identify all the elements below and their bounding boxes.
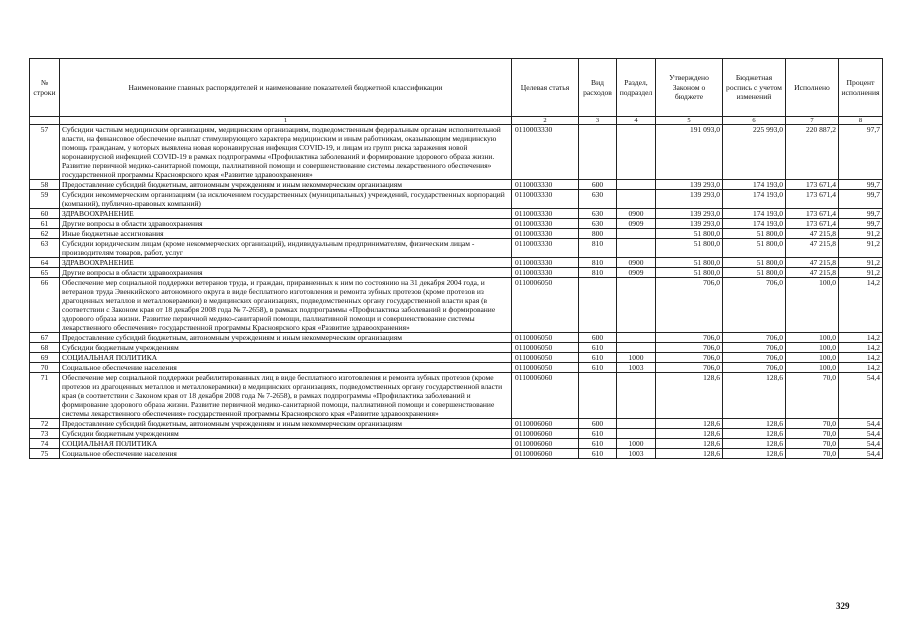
approved-amount-cell: 139 293,0 (656, 209, 723, 219)
col-percent-header: Процент исполнения (839, 59, 883, 117)
approved-amount-cell: 51 800,0 (656, 258, 723, 268)
column-number: 5 (656, 117, 723, 125)
col-budget-schedule-header: Бюджетная роспись с учетом изменений (723, 59, 786, 117)
expense-kind-cell: 810 (579, 258, 617, 268)
table-row (30, 268, 883, 278)
executed-amount-cell: 70,0 (786, 429, 839, 439)
section-cell: 0900 (617, 209, 656, 219)
budget-amount-cell: 51 800,0 (723, 268, 786, 278)
row-number-cell: 72 (30, 419, 60, 429)
target-article-cell: 0110006060 (512, 419, 579, 429)
row-name-cell: СОЦИАЛЬНАЯ ПОЛИТИКА (60, 439, 512, 449)
col-approved-header: Утверждено Законом о бюджете (656, 59, 723, 117)
section-cell (617, 429, 656, 439)
row-number-cell: 63 (30, 239, 60, 258)
column-number: 1 (60, 117, 512, 125)
row-name-cell: Другие вопросы в области здравоохранения (60, 219, 512, 229)
budget-amount-cell: 706,0 (723, 343, 786, 353)
table-row (30, 278, 883, 333)
executed-amount-cell: 100,0 (786, 363, 839, 373)
target-article-cell: 0110003330 (512, 219, 579, 229)
target-article-cell: 0110006050 (512, 278, 579, 333)
section-cell: 1000 (617, 353, 656, 363)
approved-amount-cell: 139 293,0 (656, 219, 723, 229)
executed-amount-cell: 100,0 (786, 343, 839, 353)
budget-amount-cell: 225 993,0 (723, 125, 786, 180)
column-number (30, 117, 60, 125)
section-cell (617, 343, 656, 353)
section-cell (617, 278, 656, 333)
table-row (30, 373, 883, 419)
expense-kind-cell: 610 (579, 353, 617, 363)
budget-amount-cell: 128,6 (723, 439, 786, 449)
approved-amount-cell: 706,0 (656, 333, 723, 343)
column-number: 8 (839, 117, 883, 125)
target-article-cell: 0110003330 (512, 268, 579, 278)
row-number-cell: 69 (30, 353, 60, 363)
section-cell (617, 333, 656, 343)
expense-kind-cell: 600 (579, 419, 617, 429)
executed-amount-cell: 47 215,8 (786, 229, 839, 239)
executed-amount-cell: 47 215,8 (786, 258, 839, 268)
target-article-cell: 0110006050 (512, 333, 579, 343)
budget-amount-cell: 128,6 (723, 429, 786, 439)
executed-amount-cell: 173 671,4 (786, 209, 839, 219)
row-name-cell: Социальное обеспечение населения (60, 449, 512, 459)
section-cell (617, 125, 656, 180)
approved-amount-cell: 128,6 (656, 439, 723, 449)
executed-amount-cell: 47 215,8 (786, 239, 839, 258)
approved-amount-cell: 51 800,0 (656, 239, 723, 258)
row-name-cell: Обеспечение мер социальной поддержки реабилитированных лиц в виде бесплатного изготовления и ремонта зубных протезов (кроме протезов из драгоценных металлов и металлокерамики) в медицинских организациях, подведомственных органу государственной власти края (в соответствии с Законом края от 18 декабря 2008 года № 7-2658), в рамках подпрограммы «Профилактика заболеваний и формирование здорового образа жизни. Развитие первичной медико-санитарной помощи, паллиативной помощи и совершенствование системы лекарственного обеспечения» государственной программы Красноярского края «Развитие здравоохранения» (60, 373, 512, 419)
percent-cell: 99,7 (839, 209, 883, 219)
row-number-cell: 67 (30, 333, 60, 343)
table-row (30, 353, 883, 363)
target-article-cell: 0110006060 (512, 429, 579, 439)
budget-amount-cell: 174 193,0 (723, 209, 786, 219)
row-name-cell: Субсидии частным медицинским организациям, медицинским организациям, подведомственным федеральным органам исполнительной власти, на финансовое обеспечение выплат стимулирующего характера медицинским и иным работникам, оказывающим медицинскую помощь гражданам, у которых выявлена новая коронавирусная инфекция COVID-19, и лицам из групп риска заражения новой коронавирусной инфекцией COVID-19 в рамках подпрограммы «Профилактика заболеваний и формирование здорового образа жизни. Развитие первичной медико-санитарной помощи, паллиативной помощи и совершенствование системы лекарственного обеспечения» государственной программы Красноярского края «Развитие здравоохранения» (60, 125, 512, 180)
col-target-article-header: Целевая статья (512, 59, 579, 117)
row-name-cell: Обеспечение мер социальной поддержки ветеранов труда, и граждан, приравненных к ним по состоянию на 31 декабря 2004 года, и ветеранов труда Эвенкийского автономного округа в виде бесплатного изготовления и ремонта зубных протезов (кроме протезов из драгоценных металлов и металлокерамики) в медицинских организациях, подведомственных органу государственной власти края (в соответствии с Законом края от 18 декабря 2008 года № 7-2658), в рамках подпрограммы «Профилактика заболеваний и формирование здорового образа жизни. Развитие первичной медико-санитарной помощи, паллиативной помощи и совершенствование системы лекарственного обеспечения» государственной программы Красноярского края «Развитие здравоохранения» (60, 278, 512, 333)
row-number-cell: 58 (30, 180, 60, 190)
executed-amount-cell: 100,0 (786, 278, 839, 333)
expense-kind-cell: 810 (579, 268, 617, 278)
table-row (30, 229, 883, 239)
table-row (30, 125, 883, 180)
percent-cell: 99,7 (839, 219, 883, 229)
column-number: 7 (786, 117, 839, 125)
executed-amount-cell: 100,0 (786, 353, 839, 363)
row-number-cell: 73 (30, 429, 60, 439)
expense-kind-cell: 810 (579, 239, 617, 258)
expense-kind-cell: 600 (579, 180, 617, 190)
approved-amount-cell: 128,6 (656, 373, 723, 419)
expense-kind-cell: 610 (579, 439, 617, 449)
target-article-cell: 0110006050 (512, 363, 579, 373)
row-name-cell: Другие вопросы в области здравоохранения (60, 268, 512, 278)
row-number-cell: 70 (30, 363, 60, 373)
expense-kind-cell: 630 (579, 219, 617, 229)
approved-amount-cell: 706,0 (656, 363, 723, 373)
row-name-cell: Предоставление субсидий бюджетным, автономным учреждениям и иным некоммерческим организациям (60, 419, 512, 429)
table-row (30, 449, 883, 459)
budget-amount-cell: 706,0 (723, 333, 786, 343)
executed-amount-cell: 70,0 (786, 439, 839, 449)
row-name-cell: Социальное обеспечение населения (60, 363, 512, 373)
row-number-cell: 61 (30, 219, 60, 229)
table-row (30, 239, 883, 258)
col-executed-header: Исполнено (786, 59, 839, 117)
section-cell: 1003 (617, 449, 656, 459)
table-body (30, 125, 883, 459)
section-cell: 0900 (617, 258, 656, 268)
column-number: 6 (723, 117, 786, 125)
percent-cell: 91,2 (839, 229, 883, 239)
target-article-cell: 0110003330 (512, 209, 579, 219)
target-article-cell: 0110003330 (512, 180, 579, 190)
section-cell (617, 180, 656, 190)
executed-amount-cell: 70,0 (786, 449, 839, 459)
target-article-cell: 0110006050 (512, 353, 579, 363)
section-cell (617, 419, 656, 429)
row-name-cell: ЗДРАВООХРАНЕНИЕ (60, 258, 512, 268)
executed-amount-cell: 100,0 (786, 333, 839, 343)
row-name-cell: Субсидии бюджетным учреждениям (60, 429, 512, 439)
target-article-cell: 0110003330 (512, 239, 579, 258)
expense-kind-cell: 610 (579, 363, 617, 373)
approved-amount-cell: 706,0 (656, 278, 723, 333)
col-section-header: Раздел, подраздел (617, 59, 656, 117)
budget-amount-cell: 174 193,0 (723, 219, 786, 229)
executed-amount-cell: 173 671,4 (786, 219, 839, 229)
row-number-cell: 65 (30, 268, 60, 278)
page-number: 329 (836, 601, 850, 611)
budget-table (29, 58, 883, 459)
approved-amount-cell: 706,0 (656, 353, 723, 363)
table-header-row (30, 59, 883, 117)
column-number: 3 (579, 117, 617, 125)
row-name-cell: Иные бюджетные ассигнования (60, 229, 512, 239)
section-cell (617, 373, 656, 419)
budget-amount-cell: 174 193,0 (723, 180, 786, 190)
col-row-number-header: № строки (30, 59, 60, 117)
expense-kind-cell (579, 125, 617, 180)
expense-kind-cell: 610 (579, 343, 617, 353)
table-row (30, 429, 883, 439)
expense-kind-cell: 630 (579, 209, 617, 219)
row-name-cell: Предоставление субсидий бюджетным, автономным учреждениям и иным некоммерческим организациям (60, 333, 512, 343)
percent-cell: 14,2 (839, 343, 883, 353)
column-number: 2 (512, 117, 579, 125)
target-article-cell: 0110006060 (512, 449, 579, 459)
section-cell: 1003 (617, 363, 656, 373)
budget-amount-cell: 128,6 (723, 449, 786, 459)
row-name-cell: СОЦИАЛЬНАЯ ПОЛИТИКА (60, 353, 512, 363)
target-article-cell: 0110006050 (512, 343, 579, 353)
executed-amount-cell: 173 671,4 (786, 180, 839, 190)
approved-amount-cell: 128,6 (656, 429, 723, 439)
col-name-header: Наименование главных распорядителей и наименование показателей бюджетной классификации (60, 59, 512, 117)
approved-amount-cell: 128,6 (656, 419, 723, 429)
expense-kind-cell (579, 278, 617, 333)
section-cell: 0909 (617, 219, 656, 229)
target-article-cell: 0110006060 (512, 439, 579, 449)
budget-report-sheet (29, 58, 882, 459)
budget-amount-cell: 51 800,0 (723, 239, 786, 258)
row-number-cell: 64 (30, 258, 60, 268)
column-numbers-row (30, 117, 883, 125)
percent-cell: 54,4 (839, 419, 883, 429)
row-number-cell: 75 (30, 449, 60, 459)
row-number-cell: 59 (30, 190, 60, 209)
percent-cell: 14,2 (839, 353, 883, 363)
expense-kind-cell: 610 (579, 429, 617, 439)
budget-amount-cell: 174 193,0 (723, 190, 786, 209)
table-row (30, 419, 883, 429)
row-number-cell: 74 (30, 439, 60, 449)
percent-cell: 91,2 (839, 268, 883, 278)
row-number-cell: 57 (30, 125, 60, 180)
row-number-cell: 66 (30, 278, 60, 333)
table-row (30, 258, 883, 268)
expense-kind-cell: 630 (579, 190, 617, 209)
row-name-cell: Субсидии юридическим лицам (кроме некоммерческих организаций), индивидуальным предпринимателям, физическим лицам - производителям товаров, работ, услуг (60, 239, 512, 258)
approved-amount-cell: 139 293,0 (656, 180, 723, 190)
expense-kind-cell: 610 (579, 449, 617, 459)
percent-cell: 99,7 (839, 190, 883, 209)
percent-cell: 54,4 (839, 429, 883, 439)
percent-cell: 54,4 (839, 373, 883, 419)
row-name-cell: Субсидии бюджетным учреждениям (60, 343, 512, 353)
budget-amount-cell: 128,6 (723, 373, 786, 419)
table-row (30, 333, 883, 343)
row-number-cell: 68 (30, 343, 60, 353)
section-cell (617, 190, 656, 209)
percent-cell: 54,4 (839, 449, 883, 459)
approved-amount-cell: 706,0 (656, 343, 723, 353)
approved-amount-cell: 51 800,0 (656, 268, 723, 278)
row-name-cell: Предоставление субсидий бюджетным, автономным учреждениям и иным некоммерческим организациям (60, 180, 512, 190)
budget-amount-cell: 51 800,0 (723, 229, 786, 239)
approved-amount-cell: 51 800,0 (656, 229, 723, 239)
table-row (30, 180, 883, 190)
row-number-cell: 62 (30, 229, 60, 239)
row-name-cell: Субсидии некоммерческим организациям (за исключением государственных (муниципальных) учреждений, государственных корпораций (компаний), публично-правовых компаний) (60, 190, 512, 209)
executed-amount-cell: 70,0 (786, 373, 839, 419)
section-cell (617, 239, 656, 258)
percent-cell: 14,2 (839, 278, 883, 333)
budget-amount-cell: 128,6 (723, 419, 786, 429)
target-article-cell: 0110003330 (512, 125, 579, 180)
target-article-cell: 0110003330 (512, 190, 579, 209)
col-expense-kind-header: Вид расходов (579, 59, 617, 117)
percent-cell: 91,2 (839, 258, 883, 268)
row-name-cell: ЗДРАВООХРАНЕНИЕ (60, 209, 512, 219)
target-article-cell: 0110003330 (512, 258, 579, 268)
table-row (30, 209, 883, 219)
section-cell (617, 229, 656, 239)
percent-cell: 97,7 (839, 125, 883, 180)
budget-amount-cell: 706,0 (723, 363, 786, 373)
row-number-cell: 71 (30, 373, 60, 419)
table-row (30, 343, 883, 353)
expense-kind-cell: 800 (579, 229, 617, 239)
expense-kind-cell: 600 (579, 333, 617, 343)
percent-cell: 99,7 (839, 180, 883, 190)
approved-amount-cell: 191 093,0 (656, 125, 723, 180)
table-row (30, 190, 883, 209)
executed-amount-cell: 47 215,8 (786, 268, 839, 278)
budget-amount-cell: 51 800,0 (723, 258, 786, 268)
executed-amount-cell: 173 671,4 (786, 190, 839, 209)
percent-cell: 54,4 (839, 439, 883, 449)
table-row (30, 363, 883, 373)
table-row (30, 439, 883, 449)
budget-amount-cell: 706,0 (723, 353, 786, 363)
row-number-cell: 60 (30, 209, 60, 219)
executed-amount-cell: 220 887,2 (786, 125, 839, 180)
target-article-cell: 0110006060 (512, 373, 579, 419)
approved-amount-cell: 128,6 (656, 449, 723, 459)
section-cell: 0909 (617, 268, 656, 278)
section-cell: 1000 (617, 439, 656, 449)
table-row (30, 219, 883, 229)
percent-cell: 14,2 (839, 333, 883, 343)
executed-amount-cell: 70,0 (786, 419, 839, 429)
percent-cell: 14,2 (839, 363, 883, 373)
approved-amount-cell: 139 293,0 (656, 190, 723, 209)
percent-cell: 91,2 (839, 239, 883, 258)
target-article-cell: 0110003330 (512, 229, 579, 239)
budget-amount-cell: 706,0 (723, 278, 786, 333)
expense-kind-cell (579, 373, 617, 419)
column-number: 4 (617, 117, 656, 125)
